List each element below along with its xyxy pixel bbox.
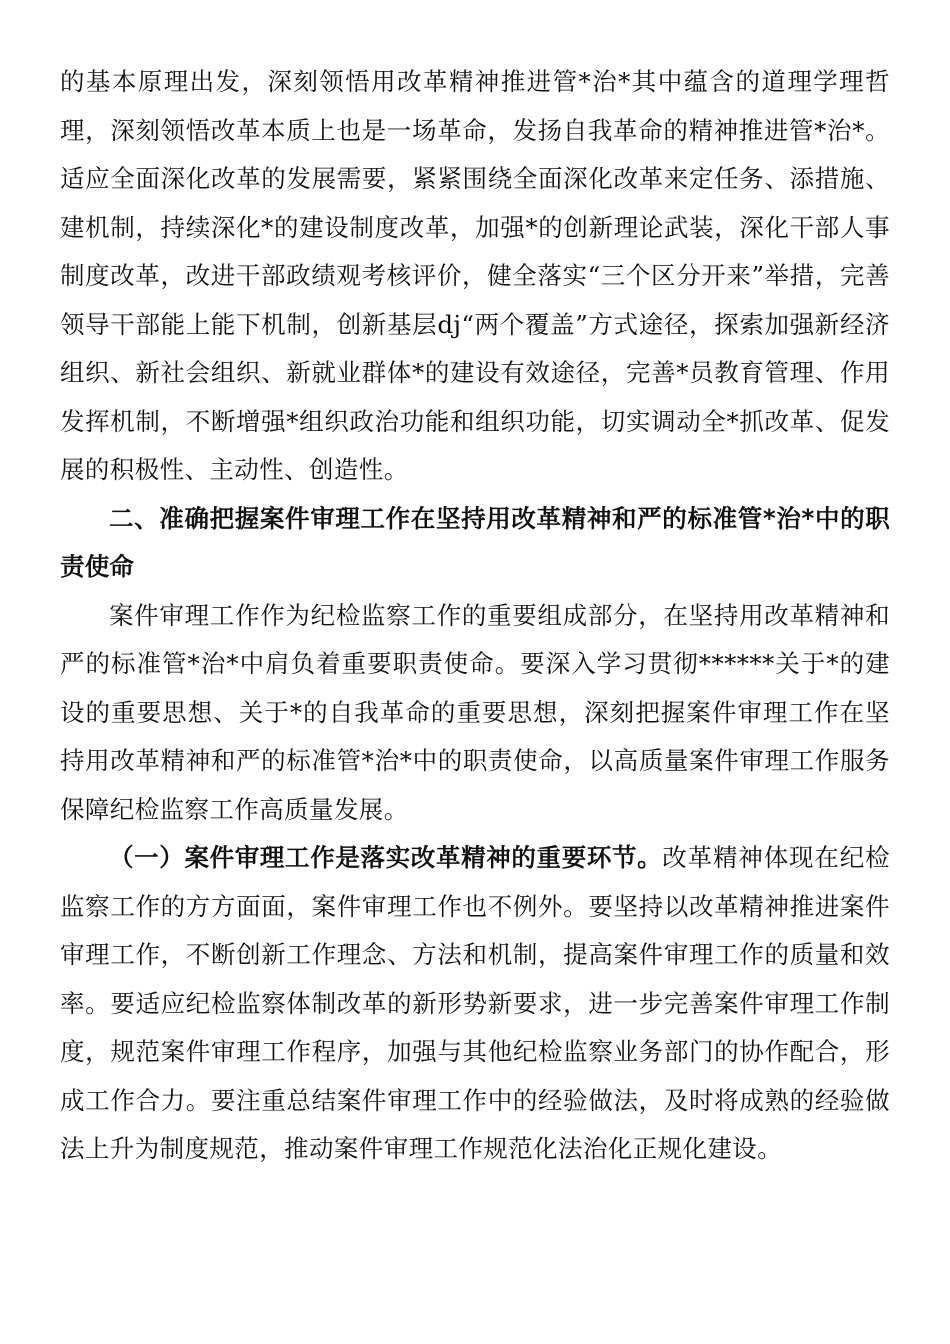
body-paragraph-continued: 的基本原理出发，深刻领悟用改革精神推进管*治*其中蕴含的道理学理哲理，深刻领悟改革本质上也是一场革命，发扬自我革命的精神推进管*治*。适应全面深化改革的发展需要，紧紧围绕全面深化改革来定任务、添措施、建机制，持续深化*的建设制度改革，加强*的创新理论武装，深化干部人事制度改革，改进干部政绩观考核评价，健全落实“三个区分开来”举措，完善领导干部能上能下机制，创新基层dj“两个覆盖”方式途径，探索加强新经济组织、新社会组织、新就业群体*的建设有效途径，完善*员教育管理、作用发挥机制，不断增强*组织政治功能和组织功能，切实调动全*抓改革、促发展的积极性、主动性、创造性。 <box>60 67 890 484</box>
document-page <box>60 58 890 1174</box>
subsection-body-text: 改革精神体现在纪检监察工作的方方面面，案件审理工作也不例外。要坚持以改革精神推进案件审理工作，不断创新工作理念、方法和机制，提高案件审理工作的质量和效率。要适应纪检监察体制改革的新形势新要求，进一步完善案件审理工作制度，规范案件审理工作程序，加强与其他纪检监察业务部门的协作配合，形成工作合力。要注重总结案件审理工作中的经验做法，及时将成熟的经验做法上升为制度规范，推动案件审理工作规范化法治化正规化建设。 <box>60 843 890 1163</box>
section-heading-two: 二、准确把握案件审理工作在坚持用改革精神和严的标准管*治*中的职责使命 <box>60 503 890 581</box>
body-paragraph-reform-link <box>60 834 890 1174</box>
body-paragraph-case-review-role: 案件审理工作作为纪检监察工作的重要组成部分，在坚持用改革精神和严的标准管*治*中肩负着重要职责使命。要深入学习贯彻******关于*的建设的重要思想、关于*的自我革命的重要思想，深刻把握案件审理工作在坚持用改革精神和严的标准管*治*中的职责使命，以高质量案件审理工作服务保障纪检监察工作高质量发展。 <box>60 600 890 824</box>
subsection-lead-sentence: （一）案件审理工作是落实改革精神的重要环节。 <box>109 843 663 872</box>
